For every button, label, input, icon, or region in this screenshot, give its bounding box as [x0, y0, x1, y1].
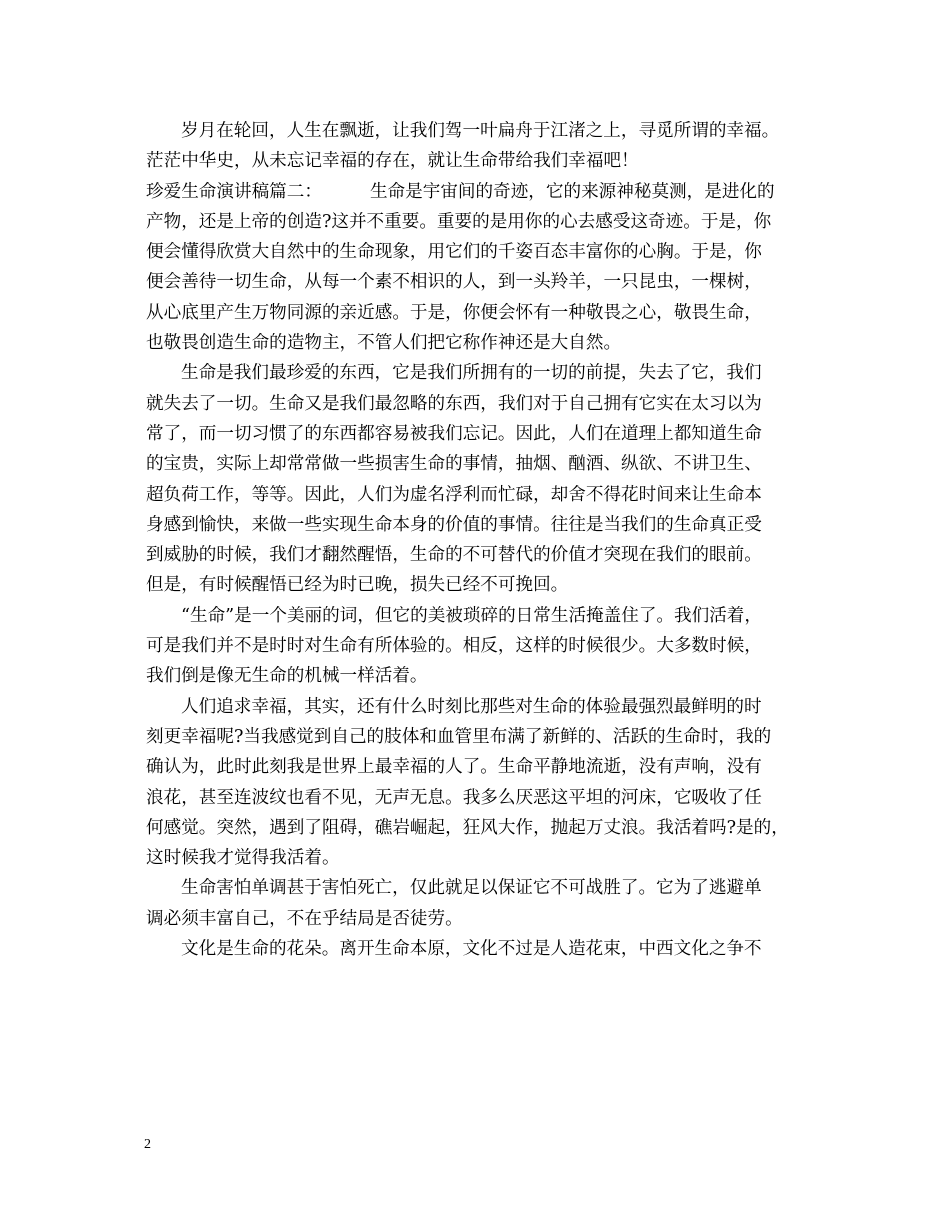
- paragraph-line: 也敬畏创造生命的造物主，不管人们把它称作神还是大自然。: [146, 333, 622, 354]
- section-heading-line: [146, 177, 826, 207]
- paragraph-line: 调必须丰富自己，不在乎结局是否徒劳。: [146, 908, 463, 929]
- paragraph-line: 刻更幸福呢?当我感觉到自己的肢体和血管里布满了新鲜的、活跃的生命时，我的: [146, 726, 772, 747]
- paragraph-line: 我们倒是像无生命的机械一样活着。: [146, 666, 428, 687]
- paragraph-line: 超负荷工作，等等。因此，人们为虚名浮利而忙碌，却舍不得花时间来让生命本: [146, 484, 762, 505]
- paragraph-line: 便会善待一切生命，从每一个素不相识的人，到一头羚羊，一只昆虫，一棵树，: [146, 272, 762, 293]
- paragraph-line: 到威胁的时候，我们才翻然醒悟，生命的不可替代的价值才突现在我们的眼前。: [146, 545, 762, 566]
- paragraph-line: 常了，而一切习惯了的东西都容易被我们忘记。因此，人们在道理上都知道生命: [146, 423, 762, 444]
- paragraph-line: “生命”是一个美丽的词，但它的美被琐碎的日常生活掩盖住了。我们活着，: [181, 605, 762, 626]
- paragraph-line: 确认为，此时此刻我是世界上最幸福的人了。生命平静地流逝，没有声响，没有: [146, 757, 762, 778]
- paragraph-line: 这时候我才觉得我活着。: [146, 848, 340, 869]
- paragraph-line: 生命害怕单调甚于害怕死亡，仅此就足以保证它不可战胜了。它为了逃避单: [181, 878, 762, 899]
- paragraph-line: 生命是我们最珍爱的东西，它是我们所拥有的一切的前提，失去了它，我们: [181, 363, 762, 384]
- paragraph-line: 从心底里产生万物同源的亲近感。于是，你便会怀有一种敬畏之心，敬畏生命，: [146, 302, 762, 323]
- document-body: [146, 116, 826, 964]
- paragraph-line: 的宝贵，实际上却常常做一些损害生命的事情，抽烟、酗酒、纵欲、不讲卫生、: [146, 454, 762, 475]
- paragraph-line: 岁月在轮回，人生在飘逝，让我们驾一叶扁舟于江渚之上，寻觅所谓的幸福。: [181, 121, 780, 141]
- paragraph-line: 可是我们并不是时时对生命有所体验的。相反，这样的时候很少。大多数时候，: [146, 636, 762, 657]
- paragraph-line: 茫茫中华史，从未忘记幸福的存在，就让生命带给我们幸福吧！: [146, 151, 639, 172]
- paragraph-line: 产物，还是上帝的创造?这并不重要。重要的是用你的心去感受这奇迹。于是，你: [146, 211, 772, 232]
- paragraph-line: 文化是生命的花朵。离开生命本原，文化不过是人造花束，中西文化之争不: [181, 939, 762, 960]
- paragraph-line: 浪花，甚至连波纹也看不见，无声无息。我多么厌恶这平坦的河床，它吸收了任: [146, 787, 762, 808]
- paragraph-line: 身感到愉快，来做一些实现生命本身的价值的事情。往往是当我们的生命真正受: [146, 514, 762, 535]
- paragraph-line: 就失去了一切。生命又是我们最忽略的东西，我们对于自己拥有它实在太习以为: [146, 393, 762, 414]
- paragraph-line: 但是，有时候醒悟已经为时已晚，损失已经不可挽回。: [146, 575, 569, 596]
- paragraph-line: 何感觉。突然，遇到了阻碍，礁岩崛起，狂风大作，抛起万丈浪。我活着吗?是的，: [146, 817, 789, 838]
- section-heading: 珍爱生命演讲稿篇二：: [146, 181, 322, 202]
- paragraph-line: 生命是宇宙间的奇迹，它的来源神秘莫测，是进化的: [369, 181, 775, 202]
- paragraph-line: 人们追求幸福，其实，还有什么时刻比那些对生命的体验最强烈最鲜明的时: [181, 696, 762, 717]
- page-number: 2: [144, 1137, 151, 1152]
- paragraph-line: 便会懂得欣赏大自然中的生命现象，用它们的千姿百态丰富你的心胸。于是，你: [146, 242, 762, 263]
